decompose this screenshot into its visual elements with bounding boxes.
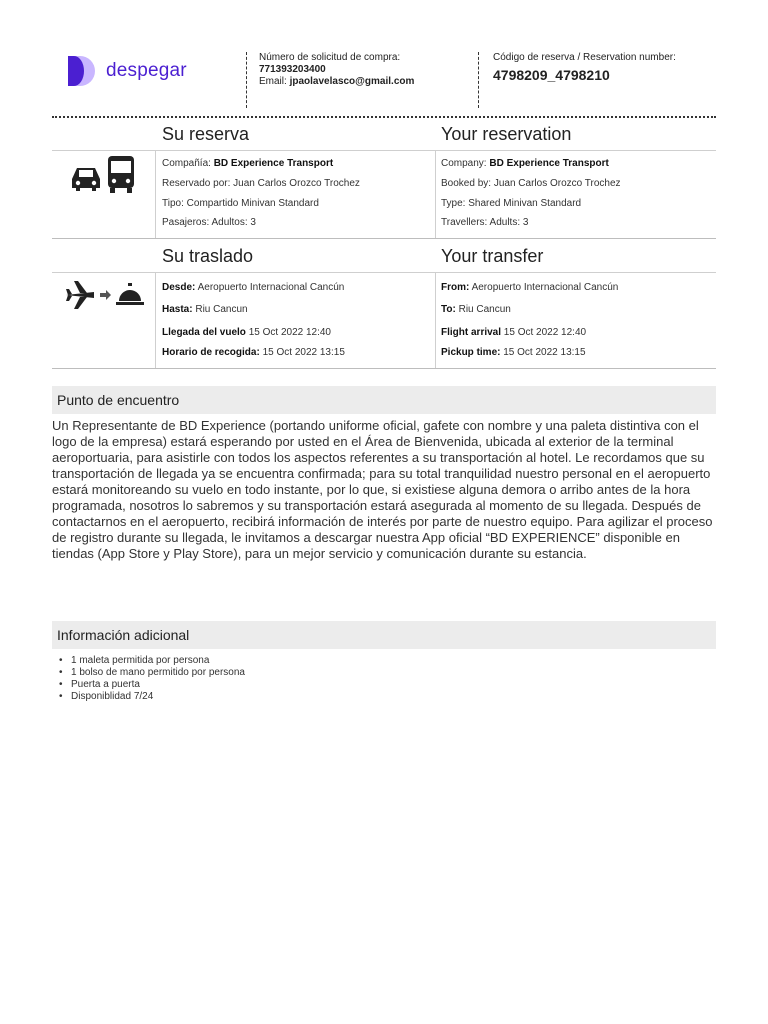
despegar-logo [66,54,187,88]
transfer-pickup-time-es: Horario de recogida: 15 Oct 2022 13:15 [162,347,345,358]
column-divider [435,273,436,368]
reservation-booked-by-es: Reservado por: Juan Carlos Orozco Trochez [162,178,360,189]
meeting-point-heading [52,386,716,414]
transfer-heading-row [52,240,716,273]
additional-info-title: Información adicional [57,627,190,643]
reservation-number: 4798209_4798210 [493,67,610,83]
list-item: • 1 maleta permitida por persona [56,655,245,667]
reservation-company-es: Compañía: BD Experience Transport [162,158,334,169]
reservation-booked-by-en: Booked by: Juan Carlos Orozco Trochez [441,178,621,189]
transfer-from-en: From: Aeropuerto Internacional Cancún [441,282,619,293]
reservation-passengers-es: Pasajeros: Adultos: 3 [162,217,256,228]
reservation-travellers-en: Travellers: Adults: 3 [441,217,529,228]
transfer-details [52,273,716,369]
reservation-company-en: Company: BD Experience Transport [441,158,609,169]
transfer-from-es: Desde: Aeropuerto Internacional Cancún [162,282,345,293]
meeting-point-text: Un Representante de BD Experience (portando uniforme oficial, gafete con nombre y una paleta distintiva con el logo de la empresa) estará esperando por usted en el Área de Bienvenida, ubicada al exterior de la terminal aeroportuaria, para asistirle con todos los aspectos referentes a su transportación al hotel. Le recordamos que su transportación de llegada ya se encuentra confirmada; para su total tranquilidad nuestro personal en el aeropuerto estará monitoreando su vuelo en todo instante, por lo que, si existiese alguna demora o arribo antes de la hora programada, nosotros lo sabremos y su transportación estará asegurada al momento de su llegada. Después de contactarnos en el aeropuerto, recibirá información de interés por parte de nuestro equipo. Para agilizar el proceso de registro durante su llegada, le invitamos a descargar nuestra App oficial “BD EXPERIENCE” disponible en tiendas (App Store y Play Store), para un mejor servicio y comunicación durante su estancia. [52,418,713,561]
airplane-icon [66,281,94,309]
reservation-heading-row [52,118,716,151]
email-value: jpaolavelasco@gmail.com [289,76,415,87]
car-icon [68,155,140,195]
reservation-type-es: Tipo: Compartido Minivan Standard [162,198,319,209]
list-item: • 1 bolso de mano permitido por persona [56,667,245,679]
transfer-title-es: Su traslado [162,246,254,266]
transfer-flight-arrival-en: Flight arrival 15 Oct 2022 12:40 [441,327,587,338]
reservation-label: Código de reserva / Reservation number: [493,52,676,63]
reservation-number-block [478,52,676,108]
list-item: • Disponiblidad 7/24 [56,691,245,703]
meeting-point-title: Punto de encuentro [57,392,180,408]
reservation-details [52,151,716,239]
bus-icon [108,156,134,193]
column-divider [435,151,436,238]
despegar-logo-icon [66,54,100,88]
document-header [52,48,716,116]
transfer-flight-arrival-es: Llegada del vuelo 15 Oct 2022 12:40 [162,327,331,338]
transfer-icons-cell [52,273,156,368]
arrow-right-icon [100,290,111,300]
additional-info-heading [52,621,716,649]
hotel-bell-icon [116,283,144,305]
logo-text: despegar [106,60,187,81]
transfer-pickup-time-en: Pickup time: 15 Oct 2022 13:15 [441,347,586,358]
purchase-request-block [246,52,414,108]
email-label: Email: [259,76,287,87]
request-label: Número de solicitud de compra: [259,52,401,63]
transfer-title-en: Your transfer [441,246,544,266]
reservation-title-en: Your reservation [441,124,572,144]
transfer-to-en: To: Riu Cancun [441,304,511,315]
reservation-title-es: Su reserva [162,124,250,144]
reservation-type-en: Type: Shared Minivan Standard [441,198,582,209]
vehicle-icons-cell [52,151,156,238]
list-item: • Puerta a puerta [56,679,245,691]
additional-info-list [56,655,245,703]
transfer-to-es: Hasta: Riu Cancun [162,304,248,315]
request-number: 771393203400 [259,64,326,75]
